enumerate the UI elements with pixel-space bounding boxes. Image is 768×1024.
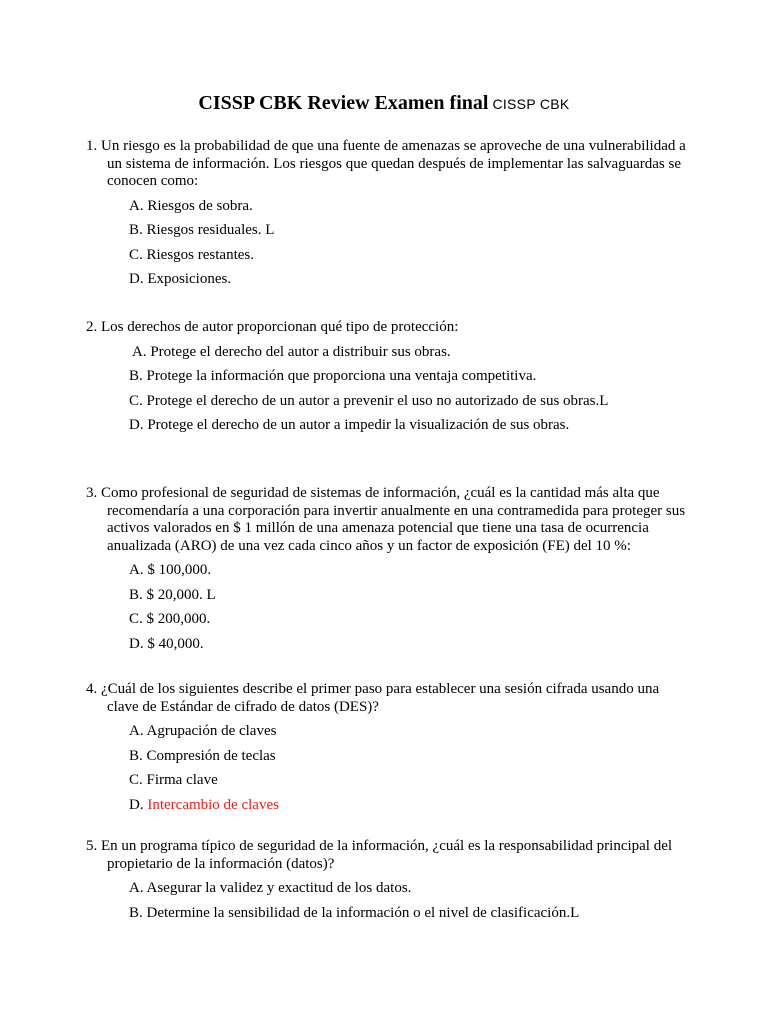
option-c: C. Firma clave bbox=[129, 772, 218, 789]
question-text: 2. Los derechos de autor proporcionan qué tipo de protección: bbox=[86, 319, 459, 335]
option-a: A. Protege el derecho del autor a distribuir sus obras. bbox=[132, 343, 451, 360]
option-c: C. Riesgos restantes. bbox=[129, 246, 254, 263]
question-text: 3. Como profesional de seguridad de sistemas de información, ¿cuál es la cantidad más alta que recomendaría a una corporación para invertir anualmente en una contramedida para proteger sus activos valorados en $ 1 millón de una amenaza potencial que tiene una tasa de ocurrencia anualizada (ARO) de una vez cada cinco años y un factor de exposición (FE) del 10 %: bbox=[86, 485, 686, 554]
option-b: B. Compresión de teclas bbox=[129, 747, 276, 764]
question-3 bbox=[86, 485, 686, 660]
question-1 bbox=[86, 138, 686, 296]
question-text: 5. En un programa típico de seguridad de la información, ¿cuál es la responsabilidad principal del propietario de la información (datos)? bbox=[86, 838, 673, 872]
option-b: B. $ 20,000. L bbox=[129, 586, 216, 603]
options-list bbox=[86, 880, 686, 922]
option-a: A. $ 100,000. bbox=[129, 562, 212, 578]
question-text: 1. Un riesgo es la probabilidad de que una fuente de amenazas se aproveche de una vulnerabilidad a un sistema de información. Los riesgos que quedan después de implementar las salvaguardas se conocen como: bbox=[86, 138, 686, 189]
highlighted-answer: Intercambio de claves bbox=[147, 796, 279, 813]
question-4 bbox=[86, 681, 686, 821]
option-a: A. Agrupación de claves bbox=[129, 723, 277, 739]
question-5 bbox=[86, 838, 686, 929]
option-b: B. Riesgos residuales. L bbox=[129, 222, 275, 239]
options-list bbox=[86, 562, 686, 653]
page-title bbox=[0, 92, 768, 115]
option-b: B. Protege la información que proporciona una ventaja competitiva. bbox=[129, 368, 537, 385]
option-d: D. Exposiciones. bbox=[129, 271, 232, 288]
option-d: D. $ 40,000. bbox=[129, 635, 204, 652]
title-main: CISSP CBK Review Examen final bbox=[198, 92, 489, 114]
question-2 bbox=[86, 319, 686, 442]
option-b: B. Determine la sensibilidad de la información o el nivel de clasificación.L bbox=[129, 904, 580, 921]
options-list bbox=[86, 198, 686, 289]
option-d: D. Protege el derecho de un autor a impedir la visualización de sus obras. bbox=[129, 417, 570, 434]
option-c: C. $ 200,000. bbox=[129, 611, 211, 628]
options-list bbox=[86, 723, 686, 814]
option-a: A. Asegurar la validez y exactitud de los datos. bbox=[129, 880, 412, 896]
title-sub: CISSP CBK bbox=[492, 96, 570, 112]
option-d-prefix: D. bbox=[129, 796, 148, 813]
option-a: A. Riesgos de sobra. bbox=[129, 197, 253, 214]
question-text: 4. ¿Cuál de los siguientes describe el primer paso para establecer una sesión cifrada usando una clave de Estándar de cifrado de datos (DES)? bbox=[86, 681, 660, 715]
option-d bbox=[129, 797, 686, 815]
options-list bbox=[86, 344, 686, 435]
option-c: C. Protege el derecho de un autor a prevenir el uso no autorizado de sus obras.L bbox=[129, 392, 609, 409]
